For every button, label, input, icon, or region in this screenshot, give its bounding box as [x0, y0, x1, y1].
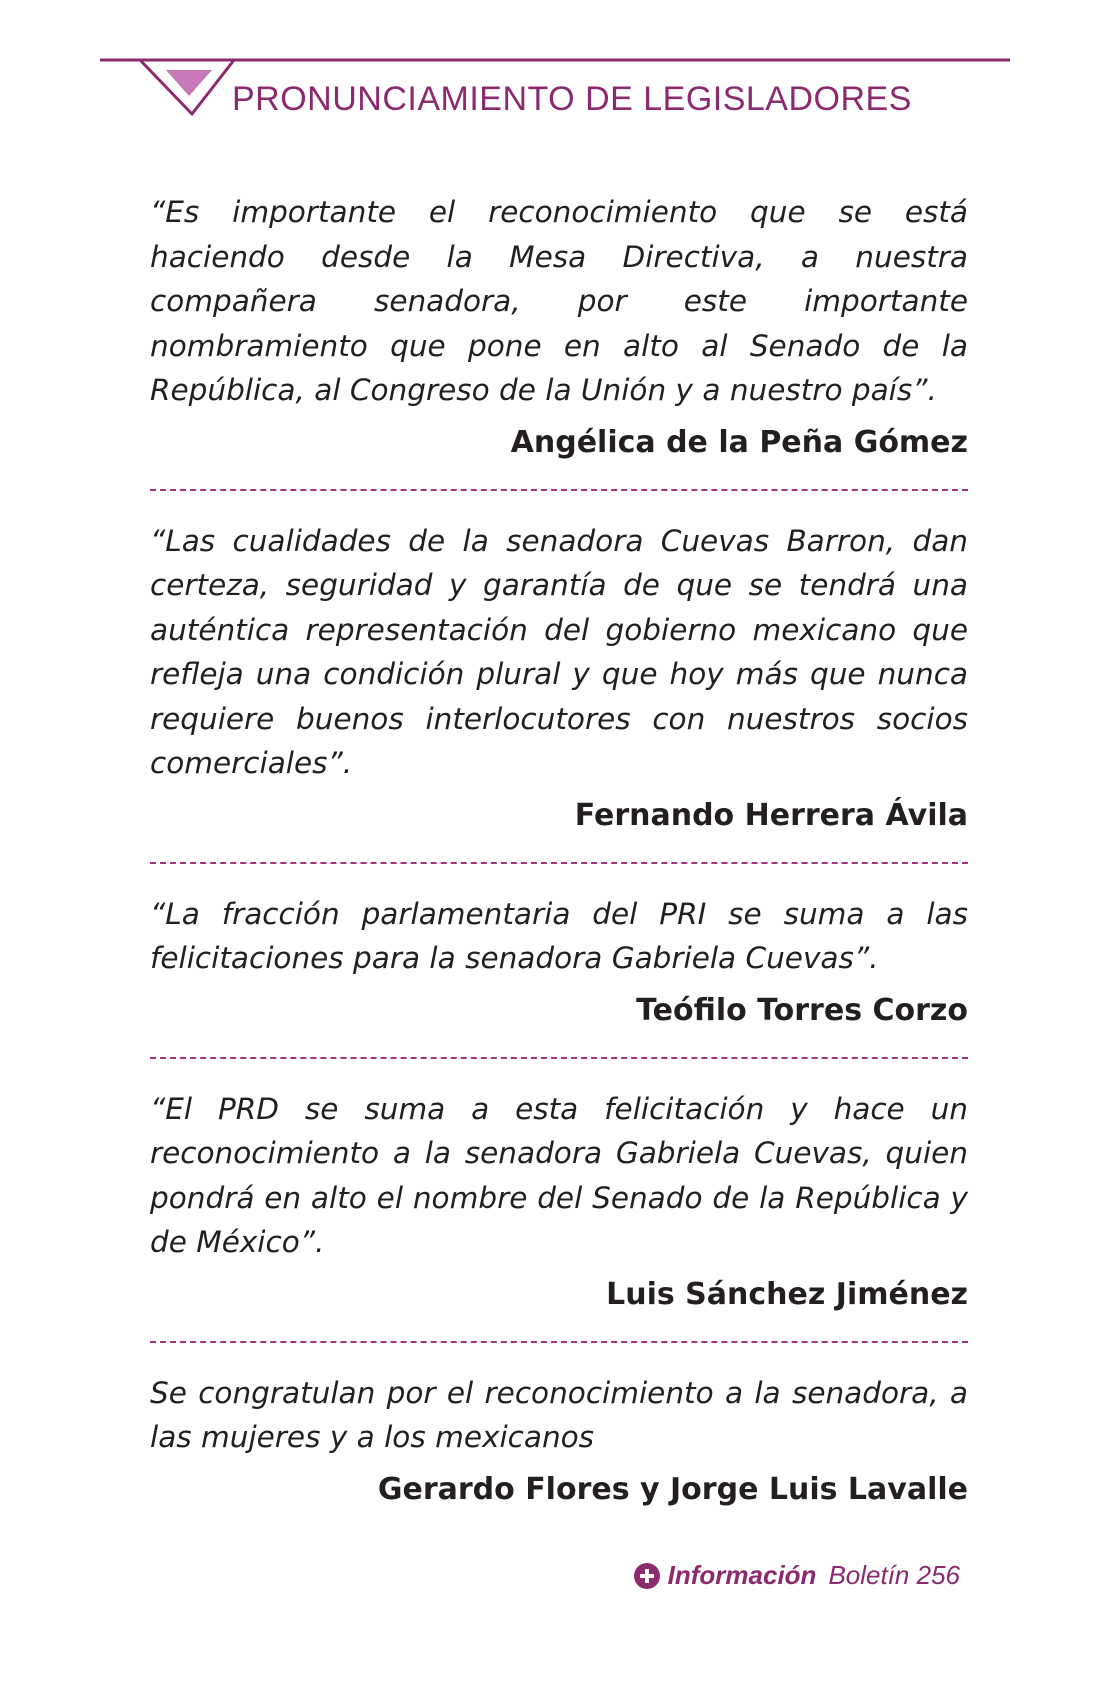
- statement-4: [150, 1087, 968, 1315]
- page-header: [0, 0, 1100, 130]
- statement-author: Angélica de la Peña Gómez: [510, 424, 968, 460]
- dashed-divider: [150, 1057, 968, 1059]
- statement-author: Teófilo Torres Corzo: [636, 992, 968, 1028]
- footer-bulletin-label: Boletín 256: [828, 1560, 960, 1590]
- statement-quote: “Las cualidades de la senadora Cuevas Barron, dan certeza, seguridad y garantía de que se tendrá una auténtica representación del gobierno mexicano que refleja una condición plural y que hoy más que nunca requiere buenos interlocutores con nuestros socios comerciales”.: [150, 523, 968, 780]
- statement-quote: Se congratulan por el reconocimiento a la senadora, a las mujeres y a los mexicanos: [150, 1375, 968, 1454]
- statement-3: [150, 892, 968, 1031]
- statement-1: [150, 190, 968, 463]
- statement-author: Fernando Herrera Ávila: [574, 797, 968, 833]
- statement-author: Gerardo Flores y Jorge Luis Lavalle: [377, 1471, 968, 1507]
- section-title: PRONUNCIAMIENTO DE LEGISLADORES: [232, 80, 912, 118]
- statement-2: [150, 519, 968, 836]
- statement-5: [150, 1371, 968, 1510]
- dashed-divider: [150, 862, 968, 864]
- statement-quote: “Es importante el reconocimiento que se está haciendo desde la Mesa Directiva, a nuestra compañera senadora, por este importante nombramiento que pone en alto al Senado de la República, al Congreso de la Unión y a nuestro país”.: [150, 195, 968, 407]
- dashed-divider: [150, 489, 968, 491]
- statements-list: [150, 190, 968, 1510]
- statement-quote: “El PRD se suma a esta felicitación y hace un reconocimiento a la senadora Gabriela Cuevas, quien pondrá en alto el nombre del Senado de la República y de México”.: [150, 1091, 968, 1259]
- plus-circle-icon: [634, 1563, 660, 1589]
- page-footer: [634, 1560, 960, 1591]
- footer-info-label: Información: [667, 1560, 817, 1590]
- statement-quote: “La fracción parlamentaria del PRI se suma a las felicitaciones para la senadora Gabriela Cuevas”.: [150, 896, 968, 975]
- dashed-divider: [150, 1341, 968, 1343]
- statement-author: Luis Sánchez Jiménez: [606, 1276, 968, 1312]
